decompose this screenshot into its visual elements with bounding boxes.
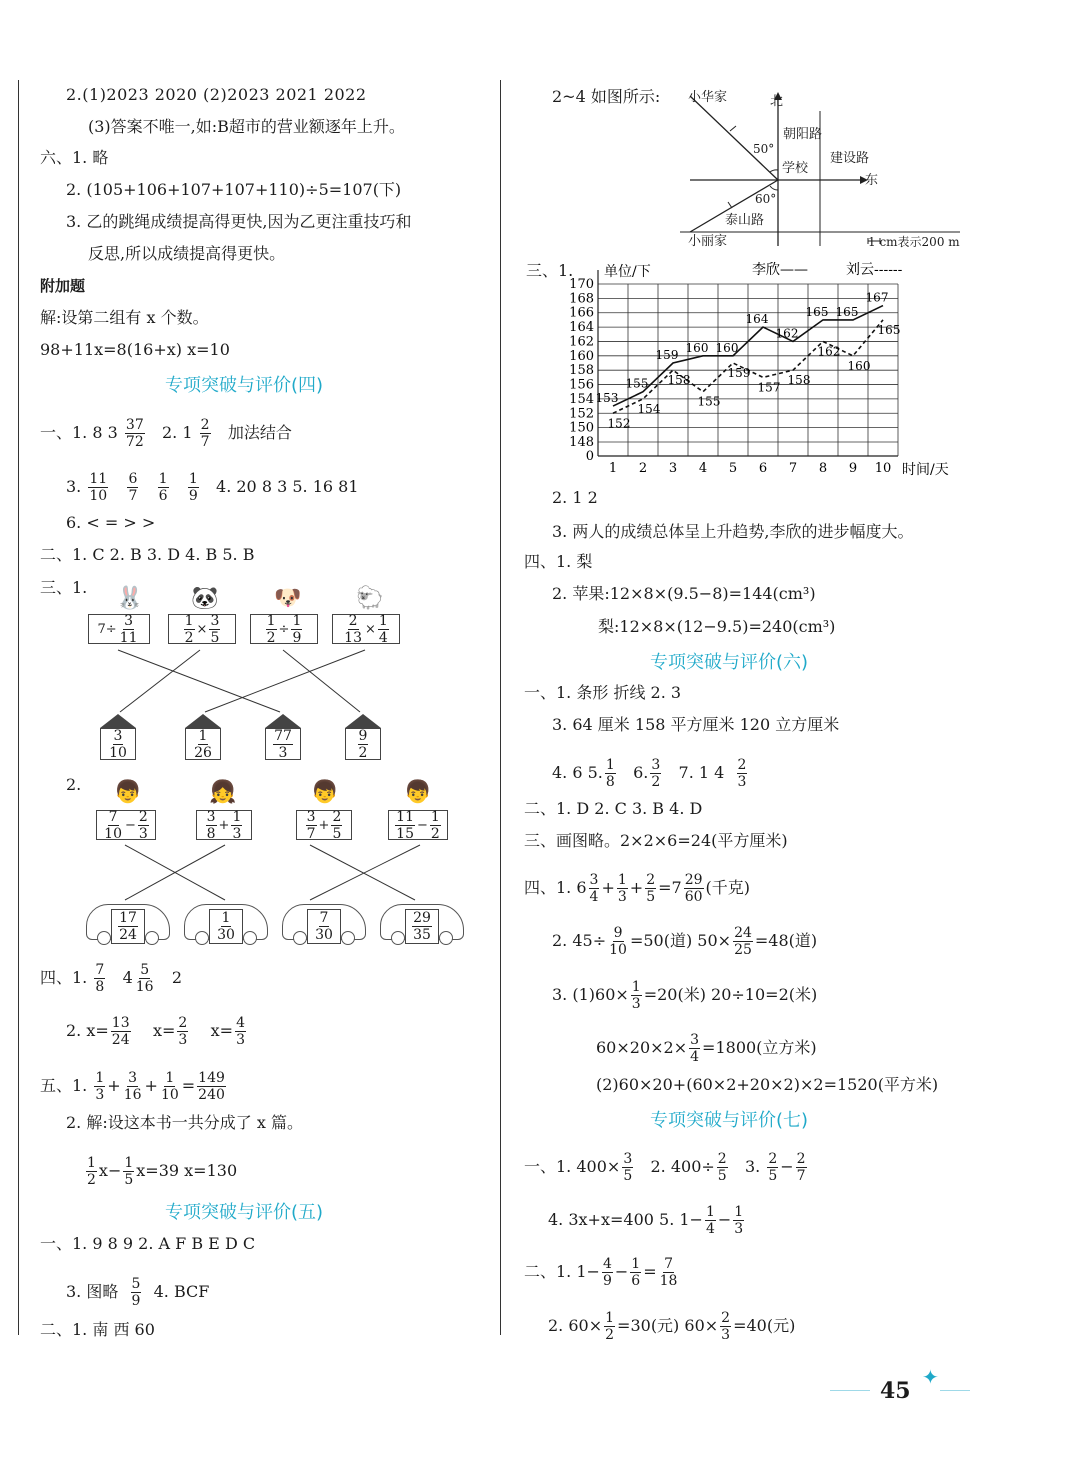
answer-line: 四、1. $\frac{7}{8}$ 4 $\frac{5}{16}$ 2 [40,962,183,995]
data-label: 160 [847,358,871,373]
data-label: 160 [715,340,739,355]
expression-card: 7÷ 3 11 [88,614,150,644]
answer-line: 二、1. 1− $\frac{4}{9}$ − $\frac{1}{6}$ = $\frac{7}{18}$ [524,1256,678,1289]
answer-line: 3. 乙的跳绳成绩提高得更快,因为乙更注重技巧和 [66,212,412,231]
y-tick-label: 164 [569,320,594,336]
x-tick-label: 2 [638,461,648,476]
expression-card: 7 10 − 2 3 [96,810,156,840]
fraction: $\frac{2}{7}$ [200,417,210,450]
line-chart [540,258,970,483]
footer-rule [940,1390,970,1391]
car-card: $\frac{1}{30}$ [184,904,268,940]
answer-line: 2~4 如图所示: [552,87,661,106]
section-title-7: 专项突破与评价(七) [650,1110,809,1131]
data-label: 159 [655,348,679,362]
answer-line: (3)答案不唯一,如:B超市的营业额逐年上升。 [88,117,405,136]
answer-line: 三、画图略。2×2×6=24(平方厘米) [524,831,788,850]
data-label: 152 [607,416,631,431]
map-label: 学校 [782,161,809,176]
column-divider [500,80,501,1335]
answer-line: 3. $\frac{11}{10}$ $\frac{6}{7}$ $\frac{1}{6}$ $\frac{1}{9}$ 4. 20 8 3 5. 16 81 [66,471,359,504]
data-label: 158 [667,373,691,388]
section-title-4: 专项突破与评价(四) [165,375,324,396]
footer-rule [830,1390,870,1391]
house-card: 9 2 [345,714,381,760]
data-label: 154 [637,401,661,416]
map-label: 60° [755,192,777,206]
answer-line: 3. 图略 $\frac{5}{9}$ 4. BCF [66,1276,210,1309]
answer-line: 2. 解:设这本书一共分成了 x 篇。 [66,1113,303,1132]
data-label: 165 [877,322,901,337]
answer-line: 四、1. 6 $\frac{3}{4}$ + $\frac{1}{3}$ + $\frac{2}{5}$ =7 $\frac{29}{60}$ (千克) [524,872,751,905]
answer-line: 三、1. [40,578,88,597]
x-tick-label: 7 [788,461,798,476]
map-label: 小丽家 [688,234,728,249]
answer-line: 2. (105+106+107+107+110)÷5=107(下) [66,180,402,199]
answer-line: 6. < = > > [66,513,156,532]
answer-line: 二、1. C 2. B 3. D 4. B 5. B [40,545,255,564]
child-icon: 👦 [404,780,432,805]
map-label: 朝阳路 [783,127,823,142]
answer-line: 四、1. 梨 [524,552,593,571]
y-tick-label: 162 [569,334,594,350]
data-label: 159 [727,366,751,380]
x-tick-label: 1 [608,461,618,476]
answer-line: 反思,所以成绩提高得更快。 [88,244,286,263]
direction-map [670,86,970,251]
y-tick-label: 150 [569,420,594,436]
data-label: 160 [685,340,709,355]
answer-line: 一、1. 9 8 9 2. A F B E D C [40,1234,256,1253]
map-label: 泰山路 [725,213,765,228]
expression-card: 2 13 × 1 4 [332,614,400,644]
y-tick-label: 160 [569,348,594,364]
map-label: 北 [770,94,784,109]
answer-line: 梨:12×8×(12−9.5)=240(cm³) [598,617,836,636]
answer-line: 4. 3x+x=400 5. 1− $\frac{1}{4}$ − $\frac{1}{3}$ [548,1204,744,1237]
expression-card: 11 15 − 1 2 [388,810,448,840]
x-tick-label: 9 [848,461,858,476]
data-label: 167 [865,290,889,305]
x-tick-label: 3 [668,461,678,476]
map-label: 东 [865,173,879,188]
expression-card: 3 8 + 1 3 [196,810,252,840]
map-label: 1 cm表示200 m [868,235,960,249]
fraction: $\frac{6}{7}$ [128,471,138,504]
y-tick-label: 148 [569,435,594,450]
y-tick-label: 156 [569,377,594,393]
answer-line: 4. 6 5. $\frac{1}{8}$ 6. $\frac{3}{2}$ 7. 1 4 $\frac{2}{3}$ [552,757,747,790]
x-tick-label: 4 [698,461,708,476]
answer-line: 60×20×2× $\frac{3}{4}$ =1800(立方米) [596,1032,817,1065]
section-title-6: 专项突破与评价(六) [650,652,809,673]
answer-line: 2. [66,775,82,794]
answer-line: 2. 60× $\frac{1}{2}$ =30(元) 60× $\frac{2}{3}$ =40(元) [548,1310,796,1343]
y-tick-label: 154 [569,391,594,407]
animal-icon: 🐑 [356,586,384,611]
animal-icon: 🐼 [191,586,219,611]
house-card: 77 3 [265,714,301,760]
y-axis-label: 单位/下 [604,264,651,280]
data-label: 153 [595,391,619,406]
child-icon: 👦 [311,780,339,805]
x-tick-label: 6 [758,461,768,476]
expression-card: 1 2 ÷ 1 9 [250,614,318,644]
x-tick-label: 5 [728,461,738,476]
y-tick-label: 166 [569,305,594,321]
answer-line: 五、1. $\frac{1}{3}$ + $\frac{3}{16}$ + $\frac{1}{10}$ = $\frac{149}{240}$ [40,1070,225,1103]
legend-dashed: 刘云------ [846,262,903,278]
answer-line: 二、1. 南 西 60 [40,1320,155,1339]
answer-line: 2. x= $\frac{13}{24}$ x= $\frac{2}{3}$ x= $\frac{4}{3}$ [66,1015,246,1048]
child-icon: 👧 [209,780,237,805]
map-label: 50° [753,142,775,156]
answer-line: $\frac{1}{2}$ x− $\frac{1}{5}$ x=39 x=130 [87,1155,238,1188]
child-icon: 👦 [114,780,142,805]
data-label: 162 [775,326,799,341]
legend-solid: 李欣—— [752,262,808,278]
answer-line: 六、1. 略 [40,148,109,167]
map-label: 小华家 [688,90,728,105]
expression-card: 3 7 + 2 5 [296,810,352,840]
x-axis-label: 时间/天 [902,462,949,478]
data-label: 155 [697,394,721,409]
answer-line: 解:设第二组有 x 个数。 [40,308,209,327]
answer-line: 一、1. 8 3 $\frac{37}{72}$ 2. 1 $\frac{2}{7}$ 加法结合 [40,417,292,450]
answer-line: 98+11x=8(16+x) x=10 [40,340,230,359]
page-number: 45 [880,1378,911,1404]
fraction: $\frac{1}{6}$ [158,471,168,504]
star-icon: ✦ [922,1365,939,1389]
answer-line: 一、1. 条形 折线 2. 3 [524,683,682,702]
map-label: 建设路 [830,151,870,166]
car-card: $\frac{17}{24}$ [86,904,170,940]
answer-line: 2.(1)2023 2020 (2)2023 2021 2022 [66,85,367,104]
y-tick-label: 158 [569,363,594,379]
answer-line: 2. 45÷ $\frac{9}{10}$ =50(道) 50× $\frac{24}{25}$ =48(道) [552,925,818,958]
answer-line: 2. 1 2 [552,488,598,507]
answer-line: 二、1. D 2. C 3. B 4. D [524,799,703,818]
data-label: 155 [625,376,649,391]
house-card: 3 10 [100,714,136,760]
data-label: 164 [745,312,769,327]
y-tick-label: 170 [569,277,594,292]
expression-card: 1 2 × 3 5 [168,614,236,644]
answer-line: 2. 苹果:12×8×(9.5−8)=144(cm³) [552,584,816,603]
fraction: $\frac{11}{10}$ [89,471,108,504]
data-label: 157 [757,380,781,395]
animal-icon: 🐶 [274,586,302,611]
car-card: $\frac{29}{35}$ [380,904,464,940]
x-tick-label: 8 [818,461,828,476]
answer-line: 一、1. 400× $\frac{3}{5}$ 2. 400÷ $\frac{2}{5}$ 3. $\frac{2}{5}$ − $\frac{2}{7}$ [524,1151,806,1184]
answer-line: (2)60×20+(60×2+20×2)×2=1520(平方米) [596,1075,939,1094]
fraction: $\frac{37}{72}$ [125,417,144,450]
answer-line: 3. 两人的成绩总体呈上升趋势,李欣的进步幅度大。 [552,522,914,541]
y-tick-label: 152 [569,406,594,422]
data-label: 162 [817,344,841,359]
y-tick-label: 168 [569,291,594,307]
house-card: 1 26 [185,714,221,760]
fraction: $\frac{1}{9}$ [188,471,198,504]
answer-line: 3. (1)60× $\frac{1}{3}$ =20(米) 20÷10=2(米) [552,979,818,1012]
data-label: 165 [805,304,829,319]
animal-icon: 🐰 [116,586,144,611]
data-label: 165 [835,304,859,319]
bonus-heading: 附加题 [40,277,86,295]
y-tick-label: 0 [585,449,594,464]
answer-line: 3. 64 厘米 158 平方厘米 120 立方厘米 [552,715,840,734]
data-label: 158 [787,373,811,388]
x-tick-label: 10 [874,461,892,476]
answer-line: 三、1. [526,261,574,280]
section-title-5: 专项突破与评价(五) [165,1202,324,1223]
car-card: $\frac{7}{30}$ [282,904,366,940]
